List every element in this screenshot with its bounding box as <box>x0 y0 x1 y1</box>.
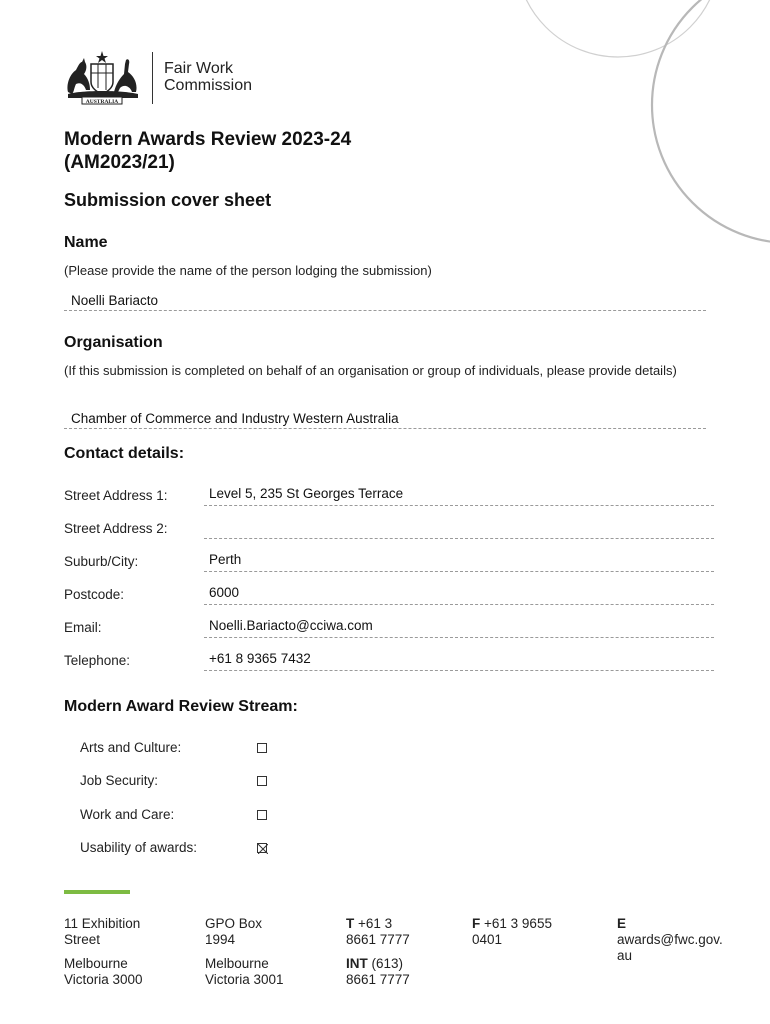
footer-text: (613) <box>371 956 404 971</box>
deco-circle-small <box>516 0 720 57</box>
footer-text: Street <box>64 932 101 947</box>
footer-accent-rule <box>64 890 130 894</box>
footer-text: GPO Box <box>205 916 263 931</box>
footer-label: T <box>346 916 355 931</box>
arts-culture-checkbox[interactable] <box>257 743 267 753</box>
footer-label: INT <box>346 956 368 971</box>
contact-row-suburb <box>64 552 714 576</box>
telephone-field[interactable]: +61 8 9365 7432 <box>204 651 714 671</box>
footer-label: E <box>617 916 627 931</box>
job-security-checkbox[interactable] <box>257 776 267 786</box>
postcode-field[interactable]: 6000 <box>204 585 714 605</box>
footer-text: Victoria 3001 <box>205 972 284 987</box>
stream-option-label: Arts and Culture: <box>80 740 182 755</box>
title-line-1: Modern Awards Review 2023-24 <box>64 129 352 150</box>
logo-line-1: Fair Work <box>164 60 234 77</box>
logo-divider <box>152 52 153 104</box>
suburb-city-label: Suburb/City: <box>64 554 139 569</box>
footer-text: +61 3 <box>358 916 393 931</box>
stream-option-label: Usability of awards: <box>80 840 198 855</box>
checkbox-cross-icon <box>258 844 268 854</box>
footer-fax <box>472 916 552 956</box>
footer-email-link[interactable]: awards@fwc.gov. <box>617 932 723 947</box>
postcode-label: Postcode: <box>64 587 125 602</box>
stream-heading: Modern Award Review Stream: <box>64 698 298 715</box>
footer-street-address <box>64 916 143 996</box>
email-field[interactable]: Noelli.Bariacto@cciwa.com <box>204 618 714 638</box>
page-subtitle: Submission cover sheet <box>64 190 272 210</box>
suburb-city-field[interactable]: Perth <box>204 552 714 572</box>
work-care-checkbox[interactable] <box>257 810 267 820</box>
contact-row-postcode <box>64 585 714 609</box>
contact-heading: Contact details: <box>64 445 185 462</box>
footer-text: 8661 7777 <box>346 932 410 947</box>
street-address-1-label: Street Address 1: <box>64 488 168 503</box>
footer-text: Melbourne <box>64 956 128 971</box>
footer-text: 11 Exhibition <box>64 916 141 931</box>
title-line-2: (AM2023/21) <box>64 152 175 173</box>
logo-line-2: Commission <box>164 77 253 94</box>
stream-option-arts-culture <box>80 740 300 760</box>
footer-text: Melbourne <box>205 956 269 971</box>
organisation-heading: Organisation <box>64 334 163 351</box>
stream-option-label: Job Security: <box>80 773 159 788</box>
footer-label: F <box>472 916 481 931</box>
contact-row-telephone <box>64 651 714 675</box>
coat-of-arms-icon <box>62 48 142 106</box>
contact-row-street-1 <box>64 486 714 510</box>
logo-text <box>164 60 252 94</box>
stream-option-work-care <box>80 807 300 827</box>
telephone-label: Telephone: <box>64 653 131 668</box>
footer-email-link[interactable]: au <box>617 948 633 963</box>
footer-email <box>617 916 723 972</box>
organisation-field[interactable]: Chamber of Commerce and Industry Western Australia <box>64 411 706 429</box>
footer-postal-address <box>205 916 284 996</box>
street-address-2-field[interactable] <box>204 519 714 539</box>
stream-option-job-security <box>80 773 300 793</box>
stream-option-label: Work and Care: <box>80 807 175 822</box>
name-field[interactable]: Noelli Bariacto <box>64 293 706 311</box>
organisation-hint: (If this submission is completed on behalf of an organisation or group of individuals, please provide details) <box>64 363 677 378</box>
footer-text: 1994 <box>205 932 236 947</box>
email-label: Email: <box>64 620 102 635</box>
footer-text: Victoria 3000 <box>64 972 143 987</box>
usability-checkbox[interactable] <box>257 843 267 853</box>
footer-telephone <box>346 916 410 996</box>
footer-text: 0401 <box>472 932 503 947</box>
contact-row-street-2 <box>64 519 714 543</box>
name-heading: Name <box>64 234 108 251</box>
deco-circle-large <box>652 0 770 243</box>
page-title <box>64 128 351 174</box>
footer-text: 8661 7777 <box>346 972 410 987</box>
street-address-2-label: Street Address 2: <box>64 521 168 536</box>
contact-row-email <box>64 618 714 642</box>
stream-option-usability <box>80 840 300 860</box>
street-address-1-field[interactable]: Level 5, 235 St Georges Terrace <box>204 486 714 506</box>
crest-scroll-text: AUSTRALIA <box>85 99 119 105</box>
footer-text: +61 3 9655 <box>484 916 552 931</box>
name-hint: (Please provide the name of the person lodging the submission) <box>64 263 432 278</box>
fair-work-commission-logo <box>62 48 282 108</box>
